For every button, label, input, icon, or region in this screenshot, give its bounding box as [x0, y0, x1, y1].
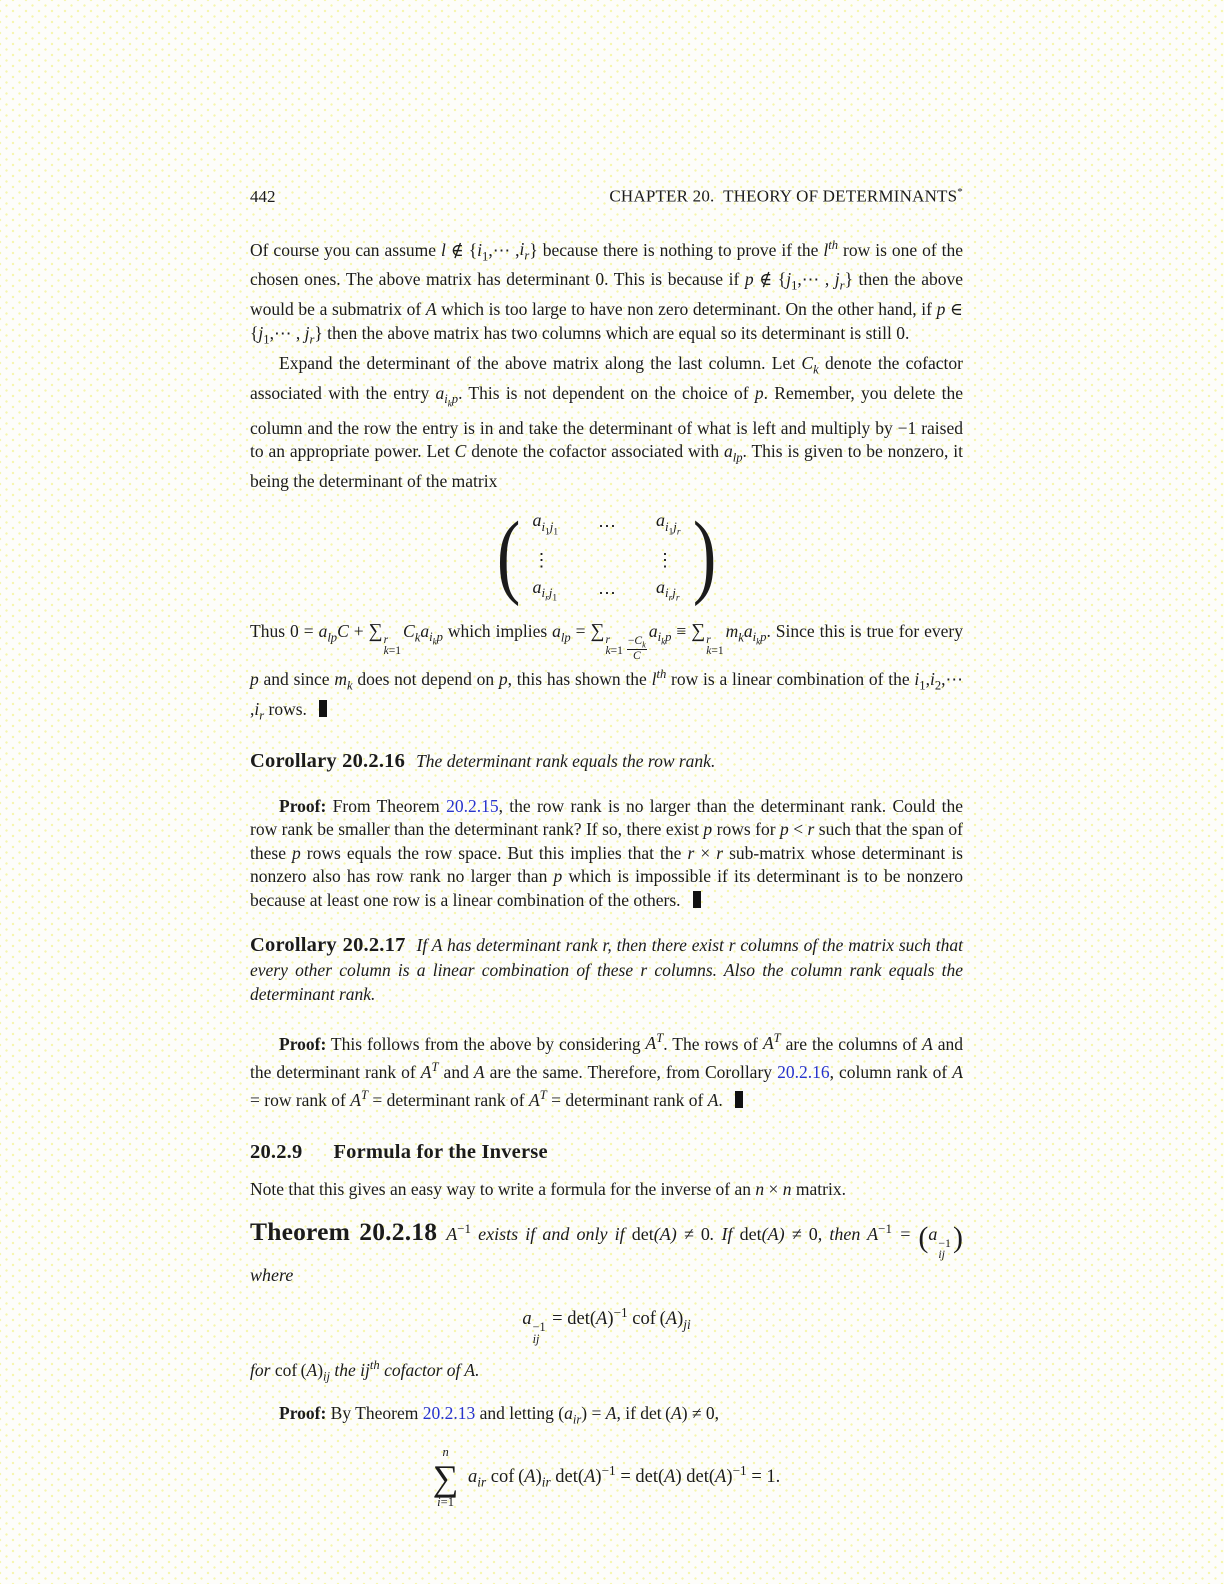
proof-corollary-17: Proof: This follows from the above by considering $A^T$. The rows of $A^T$ are the columns of A and the determinant rank of $A^T$ and A are the same. Therefore, from Corollary 20.2.16, column rank of A = row rank of $A^T$ = determinant rank of $A^T$ = determinant rank of A. [250, 1031, 963, 1110]
matrix-cell-dots: ⋯ [598, 582, 617, 603]
qed-marker [693, 891, 701, 908]
matrix-display [250, 502, 963, 612]
right-paren: ) [692, 502, 716, 607]
proof-theorem-18: Proof: By Theorem 20.2.13 and letting $(a_{ir}) = A$, if det (A) ≠ 0, [279, 1403, 719, 1427]
matrix-entries [532, 507, 680, 611]
corollary-title: Corollary 20.2.16 [250, 750, 406, 772]
matrix-cell: $a_{i_1j_1}$ [532, 510, 559, 538]
matrix-cell-dots: ⋯ [598, 516, 617, 537]
paragraph-assume-l: Of course you can assume l ∉ {$i_1,\cdots$ $,i_r$} because there is nothing to prove if the $l^{th}$ row is one of the chosen ones. The above matrix has determinant 0. This is because if p ∉ {$j_1,\cdots$ , $j_r$} then the above would be a submatrix of A which is too large to have non zero determinant. On the other hand, if p ∈ {$j_1,\cdots$ , $j_r$} then the above matrix has two columns which are equal so its determinant is still 0. [250, 237, 963, 347]
matrix-cell: $a_{i_rj_r}$ [656, 576, 680, 604]
corollary-20-2-17 [250, 933, 963, 1007]
ref-theorem-20-2-15[interactable]: 20.2.15 [446, 795, 499, 816]
corollary-statement: The determinant rank equals the row rank. [416, 751, 716, 771]
chapter-star: * [957, 186, 963, 198]
corollary-statement: If A has determinant rank r, then there exist r columns of the matrix such that every other column is a linear combination of these r columns. Also the column rank equals the determinant rank. [250, 935, 963, 1004]
chapter-title-text: CHAPTER 20. THEORY OF DETERMINANTS [609, 186, 958, 206]
matrix-cell-vdots: ⋮ [532, 549, 551, 570]
display-equation-cofactor-sum: n ∑ i=1 $a_{ir}$ cof $(A)_{ir}$ $\det(A)^{-1} = \det(A) \det(A)^{-1} = 1$. [432, 1445, 781, 1510]
paragraph-expand-determinant: Expand the determinant of the above matrix along the last column. Let $C_k$ denote the cofactor associated with the entry $a_{i_kp}$. This is not dependent on the choice of p. Remember, you delete the column and the row the entry is in and take the determinant of what is left and multiply by −1 raised to an appropriate power. Let C denote the cofactor associated with $a_{lp}$. This is given to be nonzero, it being the determinant of the matrix [250, 352, 963, 491]
section-number: 20.2.9 [250, 1141, 303, 1164]
corollary-title: Corollary 20.2.17 [250, 934, 406, 956]
ref-corollary-20-2-16[interactable]: 20.2.16 [777, 1061, 830, 1082]
left-paren: ( [497, 502, 521, 607]
chapter-running-title [609, 186, 963, 207]
matrix-cell-vdots: ⋮ [656, 549, 675, 570]
theorem-statement: $A^{-1}$ exists if and only if det(A) ≠ 0. If det(A) ≠ 0, then $A^{-1} = (a$ −1 ij ) where [250, 1220, 963, 1286]
ref-theorem-20-2-13[interactable]: 20.2.13 [422, 1403, 476, 1424]
qed-marker [319, 700, 327, 717]
matrix-cell: $a_{i_1j_r}$ [656, 510, 681, 538]
page-number: 442 [250, 186, 276, 206]
matrix-cell: $a_{i_rj_1}$ [532, 576, 557, 604]
display-equation-inverse-entry: a −1 ij = $\det(A)^{-1}$ cof $(A)_{ji}$ [522, 1305, 691, 1347]
theorem-title: Theorem 20.2.18 [250, 1216, 438, 1246]
corollary-20-2-16 [250, 749, 963, 774]
section-title: Formula for the Inverse [333, 1141, 548, 1164]
qed-marker [735, 1091, 743, 1108]
proof-corollary-16: Proof: From Theorem 20.2.15, the row rank is no larger than the determinant rank. Could the row rank be smaller than the determinant rank? If so, there exist p rows for p < r such that the span of these p rows equals the row space. But this implies that the r × r sub-matrix whose determinant is nonzero also has row rank no larger than p which is impossible if its determinant is to be nonzero because at least one row is a linear combination of the others. [250, 795, 963, 910]
section-heading-formula-for-inverse [250, 1141, 963, 1164]
paragraph-thus-conclusion: Thus $0 = a_{lp}C$ + ∑ r k=1 $C_ka_{i_kp}$ which implies $a_{lp}$ = ∑ r k=1 $\frac{-C_k}{C}$ $a_{i_kp}$ ≡ ∑ r k=1 $m_ka_{i_kp}$. Since this is true for every p and since $m_k$ does not depend on p, this has shown the $l^{th}$ row is a linear combination of the $i_1,i_2,\cdots$ $,i_r$ rows. [250, 620, 963, 723]
page-header [250, 186, 963, 207]
theorem-20-2-18 [250, 1215, 963, 1289]
paragraph-for-cofactor: for cof $(A)_{ij}$ the $ij^{th}$ cofactor of A. [250, 1357, 480, 1383]
paragraph-note: Note that this gives an easy way to write a formula for the inverse of an n × n matrix. [250, 1179, 846, 1200]
